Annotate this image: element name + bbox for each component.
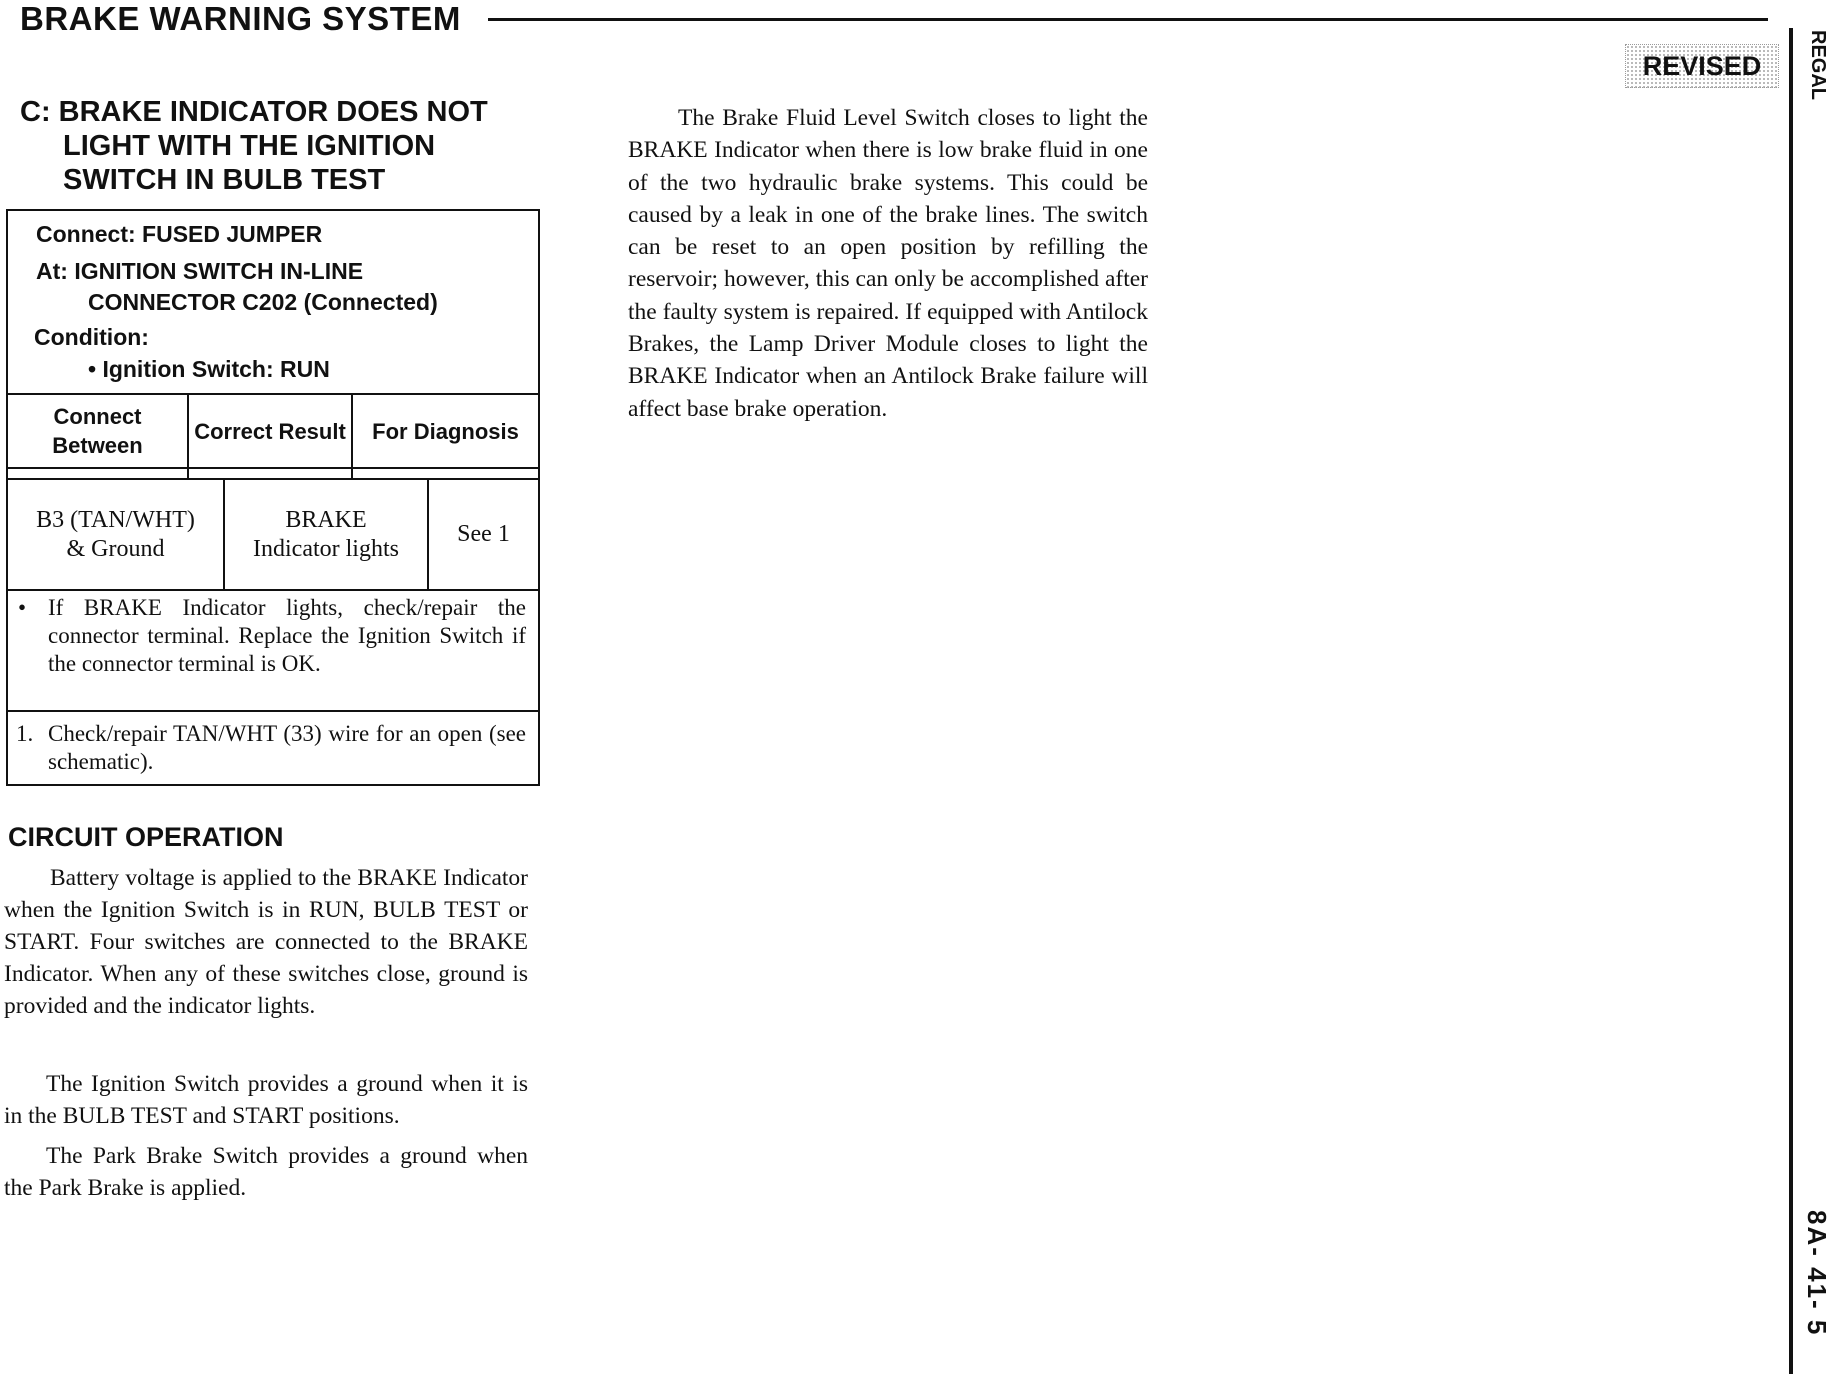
at-label: At: IGNITION SWITCH IN-LINE	[36, 258, 364, 284]
circuit-paragraph: Battery voltage is applied to the BRAKE Indicator when the Ignition Switch is in RUN, BULB TEST or START. Four switches are connected to the BRAKE Indicator. When any of these switches close, ground is provided and the indicator lights.	[4, 865, 528, 1019]
column-header: For Diagnosis	[372, 418, 519, 444]
divider-cell	[8, 469, 189, 478]
note-1	[8, 712, 538, 784]
circuit-paragraph: The Brake Fluid Level Switch closes to light the BRAKE Indicator when there is low brake fluid in one of the two hydraulic brake systems. This could be caused by a leak in one of the brake lines. The switch can be reset to an open position by refilling the reservoir; however, this can only be accomplished after the faulty system is repaired. If equipped with Antilock Brakes, the Lamp Driver Module closes to light the BRAKE Indicator when an Antilock Brake failure will affect base brake operation.	[628, 105, 1148, 422]
page-number: 8A- 41- 5	[1802, 1210, 1832, 1337]
section-c-heading-line: LIGHT WITH THE IGNITION	[63, 130, 436, 162]
circuit-operation-heading: CIRCUIT OPERATION	[8, 822, 284, 852]
brand-label: REGAL	[1807, 30, 1829, 100]
divider-cell	[353, 469, 538, 478]
header-rule	[488, 18, 1768, 21]
condition-label: Condition:	[34, 324, 149, 350]
diagnostic-table	[6, 209, 540, 786]
note-bullet	[8, 591, 538, 712]
circuit-paragraph: The Park Brake Switch provides a ground when the Park Brake is applied.	[4, 1143, 528, 1201]
connect-label: Connect: FUSED JUMPER	[36, 221, 323, 247]
section-c-heading-line: SWITCH IN BULB TEST	[63, 164, 386, 196]
condition-item: • Ignition Switch: RUN	[88, 356, 330, 382]
connection-block	[8, 211, 538, 395]
note-bullet-text: If BRAKE Indicator lights, check/repair the connector terminal. Replace the Ignition Switch if the connector terminal is OK.	[48, 595, 526, 676]
revised-stamp: REVISED	[1625, 44, 1779, 88]
table-row	[8, 480, 538, 591]
section-c-heading-line: C: BRAKE INDICATOR DOES NOT	[20, 96, 488, 128]
column-header: Connect Between	[8, 395, 189, 467]
circuit-paragraph: The Ignition Switch provides a ground when it is in the BULB TEST and START positions.	[4, 1071, 528, 1129]
side-rule	[1789, 28, 1793, 1374]
cell-connect-between: B3 (TAN/WHT) & Ground	[8, 480, 225, 589]
note-number: 1.	[16, 721, 34, 746]
header-divider	[8, 467, 538, 480]
note-1-text: Check/repair TAN/WHT (33) wire for an open (see schematic).	[48, 721, 526, 774]
column-header: Correct Result	[189, 395, 353, 467]
cell-correct-result: BRAKE Indicator lights	[225, 480, 429, 589]
section-c-heading	[20, 95, 488, 197]
at-connector: CONNECTOR C202 (Connected)	[88, 289, 438, 315]
divider-cell	[189, 469, 353, 478]
bullet-mark: •	[18, 595, 27, 620]
page-title: BRAKE WARNING SYSTEM	[20, 0, 461, 37]
table-header-row	[8, 395, 538, 467]
cell-for-diagnosis: See 1	[457, 521, 510, 547]
